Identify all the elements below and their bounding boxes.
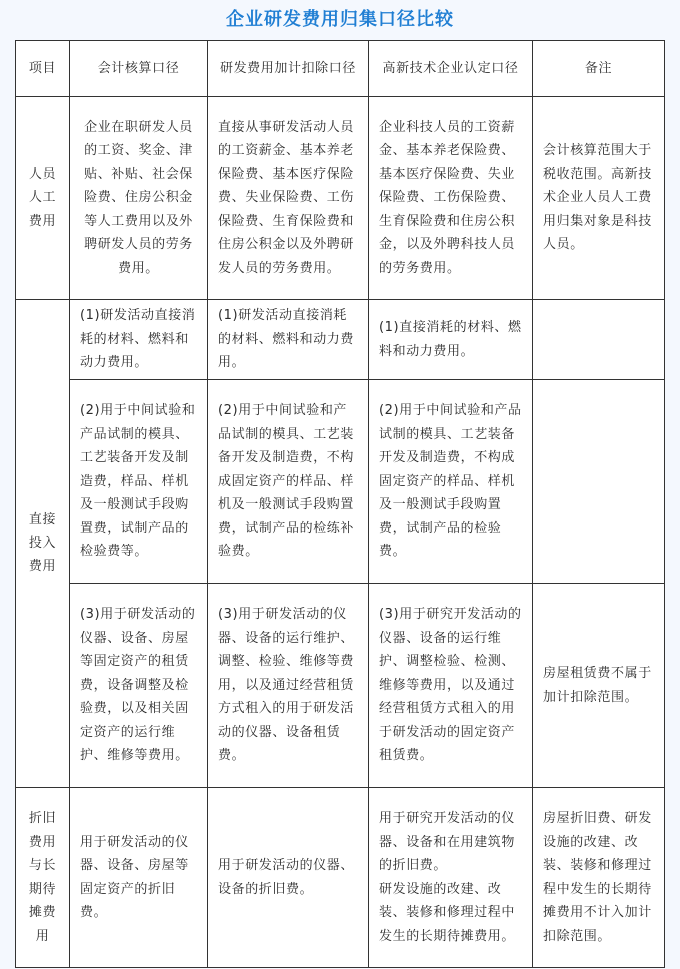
category-personnel: 人员人工费用 <box>16 97 70 300</box>
cell-direct1-remark <box>533 300 665 380</box>
hightech-amortization-text: 研发设施的改建、改装、装修和修理过程中发生的长期待摊费用。 <box>379 881 516 944</box>
cell-direct3-remark: 房屋租赁费不属于加计扣除范围。 <box>533 584 665 788</box>
cell-depreciation-remark: 房屋折旧费、研发设施的改建、改装、装修和修理过程中发生的长期待摊费用不计入加计扣除范围。 <box>533 788 665 968</box>
header-deduction: 研发费用加计扣除口径 <box>208 41 369 97</box>
cell-personnel-remark: 会计核算范围大于税收范围。高新技术企业人员人工费用归集对象是科技人员。 <box>533 97 665 300</box>
table-row <box>16 584 665 788</box>
cell-direct2-deduction: (2)用于中间试验和产品试制的模具、工艺装备开发及制造费，不构成固定资产的样品、样机及一般测试手段购置费，试制产品的检练补验费。 <box>208 380 369 584</box>
cell-personnel-deduction: 直接从事研发活动人员的工资薪金、基本养老保险费、基本医疗保险费、失业保险费、工伤保险费、生育保险费和住房公积金以及外聘研发人员的劳务费用。 <box>208 97 369 300</box>
page-title: 企业研发费用归集口径比较 <box>226 9 454 30</box>
header-hightech: 高新技术企业认定口径 <box>369 41 533 97</box>
category-direct: 直接投入费用 <box>16 300 70 788</box>
cell-direct1-deduction: (1)研发活动直接消耗的材料、燃料和动力费用。 <box>208 300 369 380</box>
table-row <box>16 380 665 584</box>
table-row <box>16 788 665 968</box>
cell-direct3-accounting: (3)用于研发活动的仪器、设备、房屋等固定资产的租赁费，设备调整及检验费，以及相关固定资产的运行维护、维修等费用。 <box>70 584 208 788</box>
cell-direct1-hightech: (1)直接消耗的材料、燃料和动力费用。 <box>369 300 533 380</box>
cell-direct3-deduction: (3)用于研发活动的仪器、设备的运行维护、调整、检验、维修等费用，以及通过经营租赁方式租入的用于研发活动的仪器、设备租赁费。 <box>208 584 369 788</box>
cell-personnel-hightech: 企业科技人员的工资薪金、基本养老保险费、基本医疗保险费、失业保险费、工伤保险费、生育保险费和住房公积金，以及外聘科技人员的劳务费用。 <box>369 97 533 300</box>
cell-direct2-remark <box>533 380 665 584</box>
cell-depreciation-hightech <box>369 788 533 968</box>
header-remark: 备注 <box>533 41 665 97</box>
cell-direct2-accounting: (2)用于中间试验和产品试制的模具、工艺装备开发及制造费，样品、样机及一般测试手段购置费，试制产品的检验费等。 <box>70 380 208 584</box>
cell-depreciation-deduction: 用于研发活动的仪器、设备的折旧费。 <box>208 788 369 968</box>
hightech-depreciation-text: 用于研究开发活动的仪器、设备和在用建筑物的折旧费。 <box>379 811 516 873</box>
table-row <box>16 300 665 380</box>
comparison-table <box>15 40 665 968</box>
cell-direct1-accounting: (1)研发活动直接消耗的材料、燃料和动力费用。 <box>70 300 208 380</box>
table-row <box>16 97 665 300</box>
cell-depreciation-accounting: 用于研发活动的仪器、设备、房屋等固定资产的折旧费。 <box>70 788 208 968</box>
cell-personnel-accounting: 企业在职研发人员的工资、奖金、津贴、补贴、社会保险费、住房公积金等人工费用以及外聘研发人员的劳务费用。 <box>70 97 208 300</box>
cell-direct2-hightech: (2)用于中间试验和产品试制的模具、工艺装备开发及制造费，不构成固定资产的样品、样机及一般测试手段购置费，试制产品的检验费。 <box>369 380 533 584</box>
category-depreciation: 折旧费用与长期待摊费用 <box>16 788 70 968</box>
header-item: 项目 <box>16 41 70 97</box>
cell-direct3-hightech: (3)用于研究开发活动的仪器、设备的运行维护、调整检验、检测、维修等费用，以及通过经营租赁方式租入的用于研发活动的固定资产租赁费。 <box>369 584 533 788</box>
header-accounting: 会计核算口径 <box>70 41 208 97</box>
header-row <box>16 41 665 97</box>
